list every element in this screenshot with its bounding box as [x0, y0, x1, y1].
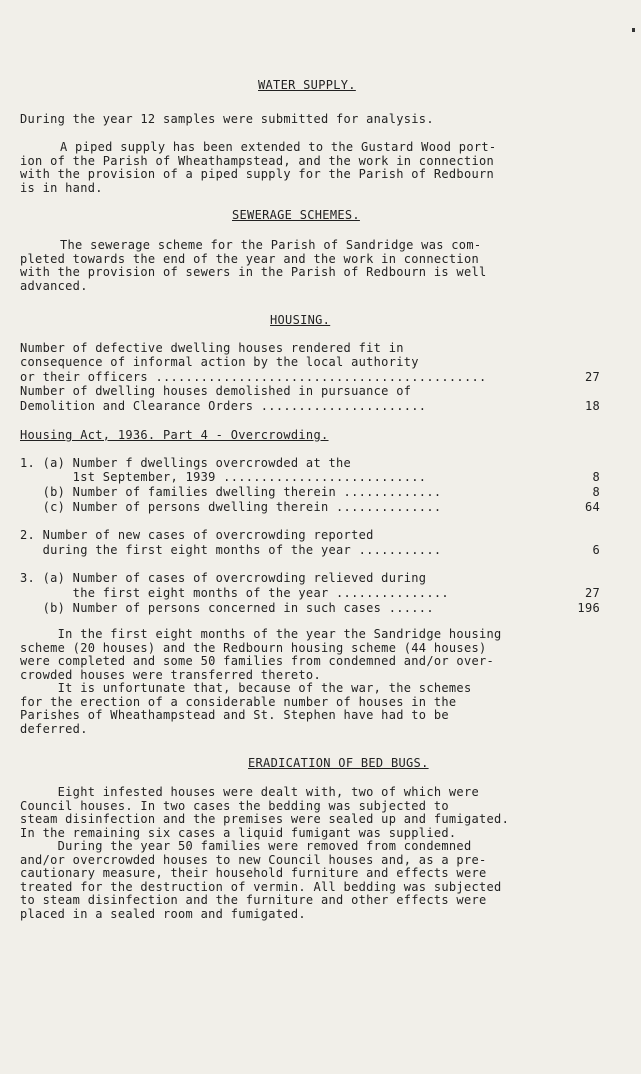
bed-bugs-line: Council houses. In two cases the bedding was subjected to	[20, 798, 449, 813]
housing-para-line: Parishes of Wheathampstead and St. Stephen have had to be	[20, 708, 449, 722]
water-p2-line: with the provision of a piped supply for the Parish of Redbourn	[20, 167, 495, 181]
overcrowding-q2-value: 6	[592, 543, 600, 557]
water-p2-line: is in hand.	[20, 180, 103, 195]
bed-bugs-line: placed in a sealed room and fumigated.	[20, 906, 306, 921]
housing-item-1-label: or their officers ............................................	[20, 370, 487, 384]
housing-item-1-line: Number of defective dwelling houses rendered fit in	[20, 341, 404, 355]
housing-item-2-row	[20, 399, 600, 413]
overcrowding-q3a-label: the first eight months of the year ...............	[20, 586, 449, 600]
overcrowding-q1a-row	[20, 470, 600, 484]
bed-bugs-line: cautionary measure, their household furniture and effects were	[20, 866, 487, 880]
housing-act-heading: Housing Act, 1936. Part 4 - Overcrowding.	[20, 428, 329, 442]
overcrowding-q3a-line: 3. (a) Number of cases of overcrowding relieved during	[20, 571, 427, 585]
sewerage-line: pleted towards the end of the year and the work in connection	[20, 251, 480, 266]
bed-bugs-line: In the remaining six cases a liquid fumigant was supplied.	[20, 825, 457, 840]
overcrowding-q2-line: 2. Number of new cases of overcrowding reported	[20, 528, 374, 542]
sewerage-line: The sewerage scheme for the Parish of Sandridge was com-	[60, 238, 482, 252]
housing-item-1-row	[20, 370, 600, 384]
housing-heading: HOUSING.	[270, 313, 331, 327]
sewerage-paragraph	[20, 239, 487, 293]
bed-bugs-heading: ERADICATION OF BED BUGS.	[248, 756, 429, 770]
water-p2-line: A piped supply has been extended to the Gustard Wood port-	[60, 140, 497, 154]
housing-para-line: scheme (20 houses) and the Redbourn housing scheme (44 houses)	[20, 640, 487, 655]
sewerage-heading: SEWERAGE SCHEMES.	[232, 208, 360, 222]
housing-schemes-paragraph	[20, 628, 502, 736]
overcrowding-q3b-value: 196	[577, 601, 600, 615]
housing-para-line: deferred.	[20, 721, 88, 736]
overcrowding-q1a-label: 1st September, 1939 ...........................	[20, 470, 427, 484]
water-supply-heading: WATER SUPPLY.	[258, 78, 356, 92]
housing-item-2-line: Number of dwelling houses demolished in pursuance of	[20, 384, 412, 398]
bed-bugs-line: to steam disinfection and the furniture and other effects were	[20, 893, 487, 907]
overcrowding-q3b-label: (b) Number of persons concerned in such cases ......	[20, 601, 434, 615]
scan-mark	[632, 28, 635, 32]
overcrowding-q2-row	[20, 543, 600, 557]
housing-item-2-value: 18	[584, 399, 600, 413]
housing-item-1-line: consequence of informal action by the local authority	[20, 354, 419, 369]
housing-para-line: It is unfortunate that, because of the war, the schemes	[20, 681, 472, 695]
overcrowding-q1c-label: (c) Number of persons dwelling therein ..............	[20, 500, 442, 514]
bed-bugs-paragraph	[20, 786, 509, 921]
housing-item-1-value: 27	[584, 370, 600, 384]
housing-para-line: In the first eight months of the year the Sandridge housing	[20, 627, 502, 641]
bed-bugs-line: Eight infested houses were dealt with, two of which were	[20, 785, 480, 799]
overcrowding-q1c-row	[20, 500, 600, 514]
housing-item-1-text	[20, 342, 419, 369]
housing-para-line: crowded houses were transferred thereto.	[20, 667, 321, 682]
sewerage-line: with the provision of sewers in the Parish of Redbourn is well	[20, 265, 487, 279]
overcrowding-q3b-row	[20, 601, 600, 615]
water-paragraph-1: During the year 12 samples were submitted for analysis.	[20, 112, 434, 126]
bed-bugs-line: treated for the destruction of vermin. All bedding was subjected	[20, 879, 502, 894]
water-p2-line: ion of the Parish of Wheathampstead, and the work in connection	[20, 153, 495, 168]
overcrowding-q1b-value: 8	[592, 485, 600, 499]
overcrowding-q2-label: during the first eight months of the year ...........	[20, 543, 442, 557]
housing-para-line: for the erection of a considerable number of houses in the	[20, 694, 457, 709]
overcrowding-q1b-row	[20, 485, 600, 499]
overcrowding-q1c-value: 64	[584, 500, 600, 514]
bed-bugs-line: and/or overcrowded houses to new Council houses and, as a pre-	[20, 852, 487, 867]
water-paragraph-2	[20, 141, 496, 195]
housing-para-line: were completed and some 50 families from condemned and/or over-	[20, 654, 495, 668]
overcrowding-q3a-value: 27	[584, 586, 600, 600]
bed-bugs-line: steam disinfection and the premises were sealed up and fumigated.	[20, 812, 510, 826]
overcrowding-q1a-value: 8	[592, 470, 600, 484]
overcrowding-q1a-line: 1. (a) Number f dwellings overcrowded at the	[20, 456, 352, 470]
bed-bugs-line: During the year 50 families were removed from condemned	[20, 839, 472, 853]
overcrowding-q1b-label: (b) Number of families dwelling therein .............	[20, 485, 442, 499]
sewerage-line: advanced.	[20, 278, 88, 293]
housing-item-2-label: Demolition and Clearance Orders ......................	[20, 399, 427, 413]
overcrowding-q3a-row	[20, 586, 600, 600]
